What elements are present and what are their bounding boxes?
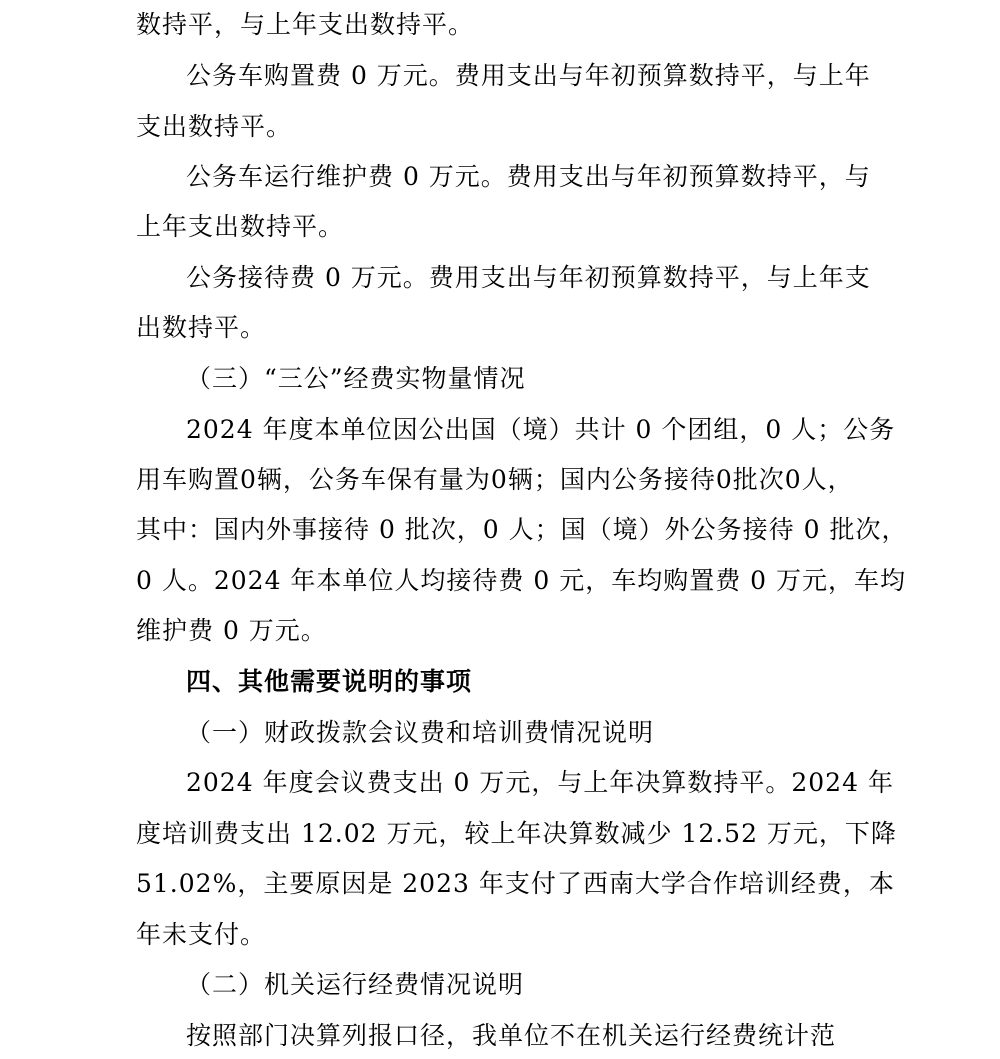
paragraph-line: 按照部门决算列报口径，我单位不在机关运行经费统计范 xyxy=(186,1021,837,1050)
paragraph-line: 度培训费支出 12.02 万元，较上年决算数减少 12.52 万元，下降 xyxy=(136,819,897,848)
paragraph-line: 用车购置0辆，公务车保有量为0辆；国内公务接待0批次0人， xyxy=(136,465,854,494)
section-heading: （三）“三公”经费实物量情况 xyxy=(186,364,526,393)
paragraph-line: 出数持平。 xyxy=(136,313,267,342)
paragraph-line: 其中：国内外事接待 0 批次，0 人；国（境）外公务接待 0 批次， xyxy=(136,515,908,544)
section-heading: （一）财政拨款会议费和培训费情况说明 xyxy=(186,718,655,747)
paragraph-line: 支出数持平。 xyxy=(136,112,293,141)
paragraph-line: 公务车购置费 0 万元。费用支出与年初预算数持平，与上年 xyxy=(186,61,871,90)
paragraph-line: 公务接待费 0 万元。费用支出与年初预算数持平，与上年支 xyxy=(186,263,871,292)
paragraph-line: 维护费 0 万元。 xyxy=(136,616,327,645)
paragraph-line: 数持平，与上年支出数持平。 xyxy=(136,10,475,39)
paragraph-line: 公务车运行维护费 0 万元。费用支出与年初预算数持平，与 xyxy=(186,162,871,191)
paragraph-line: 51.02%，主要原因是 2023 年支付了西南大学合作培训经费，本 xyxy=(136,869,895,898)
paragraph-line: 0 人。2024 年本单位人均接待费 0 元，车均购置费 0 万元，车均 xyxy=(136,566,907,595)
paragraph-line: 年未支付。 xyxy=(136,920,267,949)
paragraph-line: 2024 年度会议费支出 0 万元，与上年决算数持平。2024 年 xyxy=(186,768,894,797)
section-heading: （二）机关运行经费情况说明 xyxy=(186,970,525,999)
paragraph-line: 上年支出数持平。 xyxy=(136,212,345,241)
paragraph-line: 2024 年度本单位因公出国（境）共计 0 个团组，0 人；公务 xyxy=(186,415,896,444)
chapter-heading: 四、其他需要说明的事项 xyxy=(186,667,473,696)
